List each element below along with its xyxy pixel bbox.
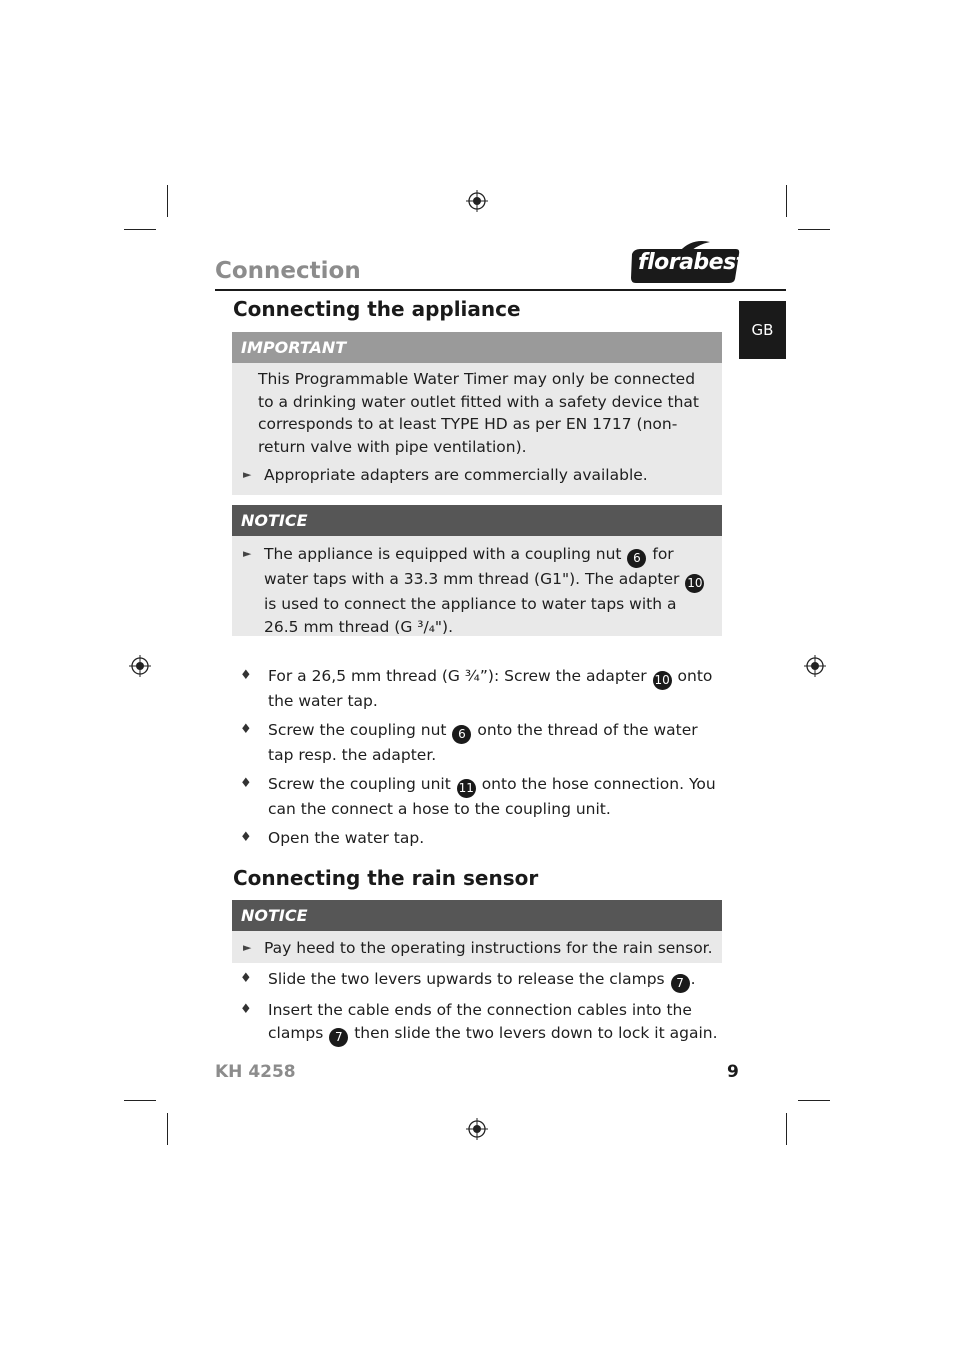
registration-mark-icon [804, 655, 826, 677]
crop-mark [124, 229, 156, 230]
step-text: For a 26,5 mm thread (G ¾”): Screw the adapter 10 onto the water tap. [268, 667, 713, 710]
step-text: Insert the cable ends of the connection cables into the clamps 7 then slide the two levers down to lock it again. [268, 999, 720, 1047]
diamond-bullet-icon: ♦ [240, 1002, 252, 1017]
important-paragraph: This Programmable Water Timer may only be connected to a drinking water outlet fitted with a safety device that corresponds to at least TYPE HD as per EN 1717 (non-return valve with pipe ventilation). [258, 370, 699, 456]
important-label: IMPORTANT [232, 332, 722, 363]
page-title: Connection [215, 258, 361, 284]
list-item-text: Appropriate adapters are commercially available. [264, 466, 648, 484]
part-number-badge: 6 [452, 725, 471, 744]
registration-mark-icon [466, 190, 488, 212]
crop-mark [167, 185, 168, 217]
notice-label: NOTICE [232, 505, 722, 536]
step-text: Screw the coupling unit 11 onto the hose connection. You can the connect a hose to the coupling unit. [268, 775, 716, 818]
brand-logo-text: florabest [638, 250, 746, 275]
title-divider [215, 289, 786, 291]
part-number-badge: 7 [329, 1028, 348, 1047]
notice-label: NOTICE [232, 900, 722, 931]
part-number-badge: 7 [671, 974, 690, 993]
language-tab: GB [739, 301, 786, 359]
arrow-bullet-icon: ► [243, 941, 252, 954]
part-number-badge: 11 [457, 779, 476, 798]
section-heading: Connecting the appliance [233, 297, 521, 321]
diamond-bullet-icon: ♦ [240, 722, 252, 737]
step-text: Slide the two levers upwards to release the clamps 7 . [268, 968, 720, 993]
notice-text: The appliance is equipped with a coupling nut 6 for water taps with a 33.3 mm thread (G1"). The adapter 10 is used to connect the appliance to water taps with a 26.5 mm thread (G ³/₄"). [264, 545, 703, 636]
page-number: 9 [727, 1062, 739, 1082]
step-text: Open the water tap. [268, 829, 425, 847]
registration-mark-icon [466, 1118, 488, 1140]
diamond-bullet-icon: ♦ [240, 971, 252, 986]
crop-mark [798, 229, 830, 230]
step-text: Screw the coupling nut 6 onto the thread of the water tap resp. the adapter. [268, 721, 698, 764]
list-item-text: Pay heed to the operating instructions for the rain sensor. [264, 939, 713, 957]
diamond-bullet-icon: ♦ [240, 830, 252, 845]
diamond-bullet-icon: ♦ [240, 668, 252, 683]
crop-mark [167, 1113, 168, 1145]
crop-mark [786, 185, 787, 217]
model-number: KH 4258 [215, 1062, 296, 1082]
diamond-bullet-icon: ♦ [240, 776, 252, 791]
part-number-badge: 10 [685, 574, 704, 593]
arrow-bullet-icon: ► [243, 547, 252, 560]
arrow-bullet-icon: ► [243, 468, 252, 481]
crop-mark [786, 1113, 787, 1145]
section-heading: Connecting the rain sensor [233, 866, 539, 890]
registration-mark-icon [129, 655, 151, 677]
part-number-badge: 6 [627, 549, 646, 568]
part-number-badge: 10 [653, 671, 672, 690]
crop-mark [798, 1100, 830, 1101]
brand-logo [630, 238, 746, 284]
crop-mark [124, 1100, 156, 1101]
